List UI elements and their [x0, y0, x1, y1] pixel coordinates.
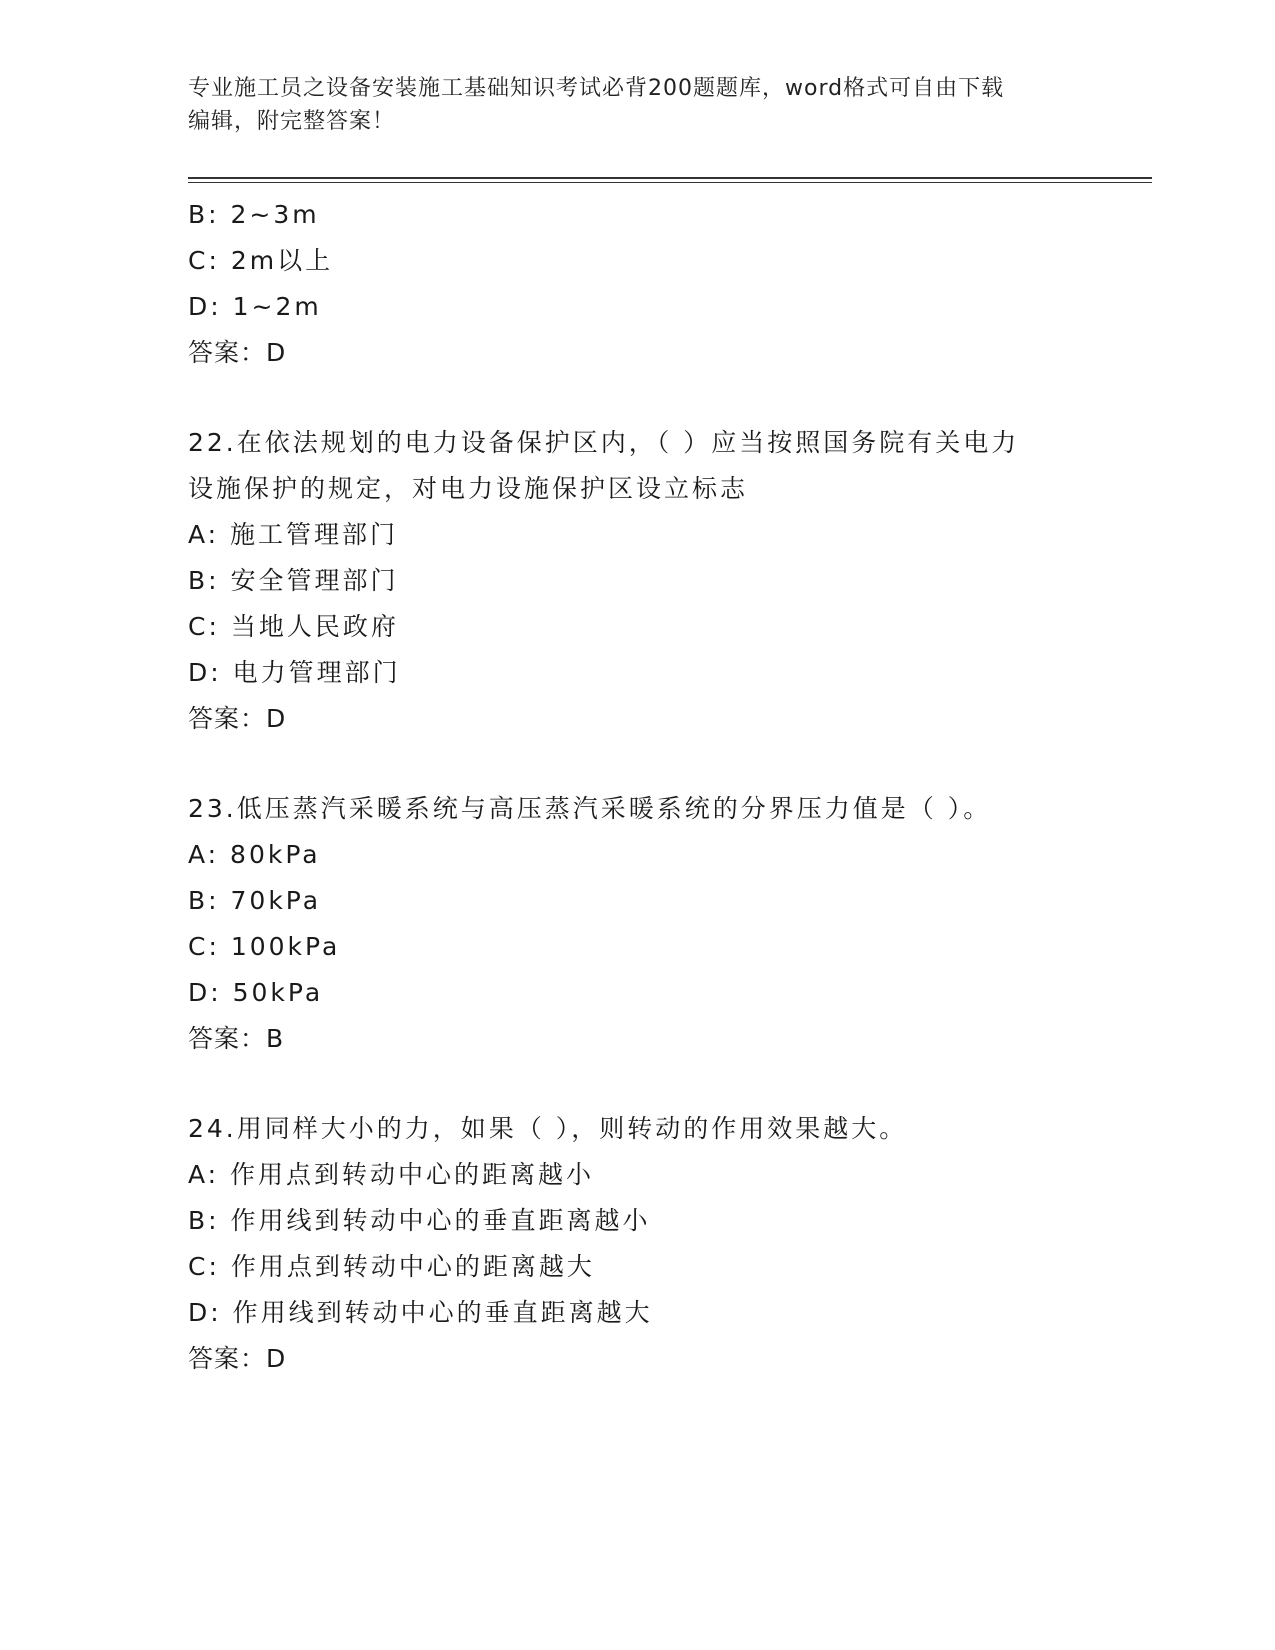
header-rule-thick: [188, 177, 1152, 179]
spacer: [188, 1062, 1088, 1106]
option-b: B: 2~3m: [188, 200, 320, 229]
question-22: [188, 420, 1088, 742]
option-a: A: 作用点到转动中心的距离越小: [188, 1160, 595, 1189]
option-c: C: 2m以上: [188, 246, 334, 275]
option-a: A: 施工管理部门: [188, 520, 399, 549]
question-stem-line: 22.在依法规划的电力设备保护区内，（ ）应当按照国务院有关电力: [188, 428, 1020, 457]
option-c: C: 作用点到转动中心的距离越大: [188, 1252, 595, 1281]
spacer: [188, 742, 1088, 786]
question-24: [188, 1106, 1088, 1382]
header-line-2: 编辑，附完整答案！: [188, 109, 396, 134]
question-23: [188, 786, 1088, 1062]
document-body: [188, 192, 1088, 1382]
question-stem-line: 24.用同样大小的力，如果（ ），则转动的作用效果越大。: [188, 1114, 908, 1143]
spacer: [188, 376, 1088, 420]
option-d: D: 1~2m: [188, 292, 322, 321]
header-rule-thin: [188, 182, 1152, 183]
option-d: D: 50kPa: [188, 978, 324, 1007]
option-c: C: 当地人民政府: [188, 612, 399, 641]
option-b: B: 安全管理部门: [188, 566, 399, 595]
option-d: D: 作用线到转动中心的垂直距离越大: [188, 1298, 653, 1327]
option-b: B: 作用线到转动中心的垂直距离越小: [188, 1206, 651, 1235]
answer: 答案：B: [188, 1024, 285, 1053]
answer: 答案：D: [188, 704, 287, 733]
question-stem-line: 设施保护的规定，对电力设施保护区设立标志: [188, 474, 749, 503]
option-d: D: 电力管理部门: [188, 658, 401, 687]
question-stem-line: 23.低压蒸汽采暖系统与高压蒸汽采暖系统的分界压力值是（ ）。: [188, 794, 992, 823]
header-line-1: 专业施工员之设备安装施工基础知识考试必背200题题库，word格式可自由下载: [188, 76, 1005, 101]
answer: 答案：D: [188, 338, 287, 367]
question-21-partial: [188, 192, 1088, 376]
document-header: [188, 72, 1088, 138]
option-b: B: 70kPa: [188, 886, 322, 915]
answer: 答案：D: [188, 1344, 287, 1373]
option-a: A: 80kPa: [188, 840, 321, 869]
option-c: C: 100kPa: [188, 932, 341, 961]
